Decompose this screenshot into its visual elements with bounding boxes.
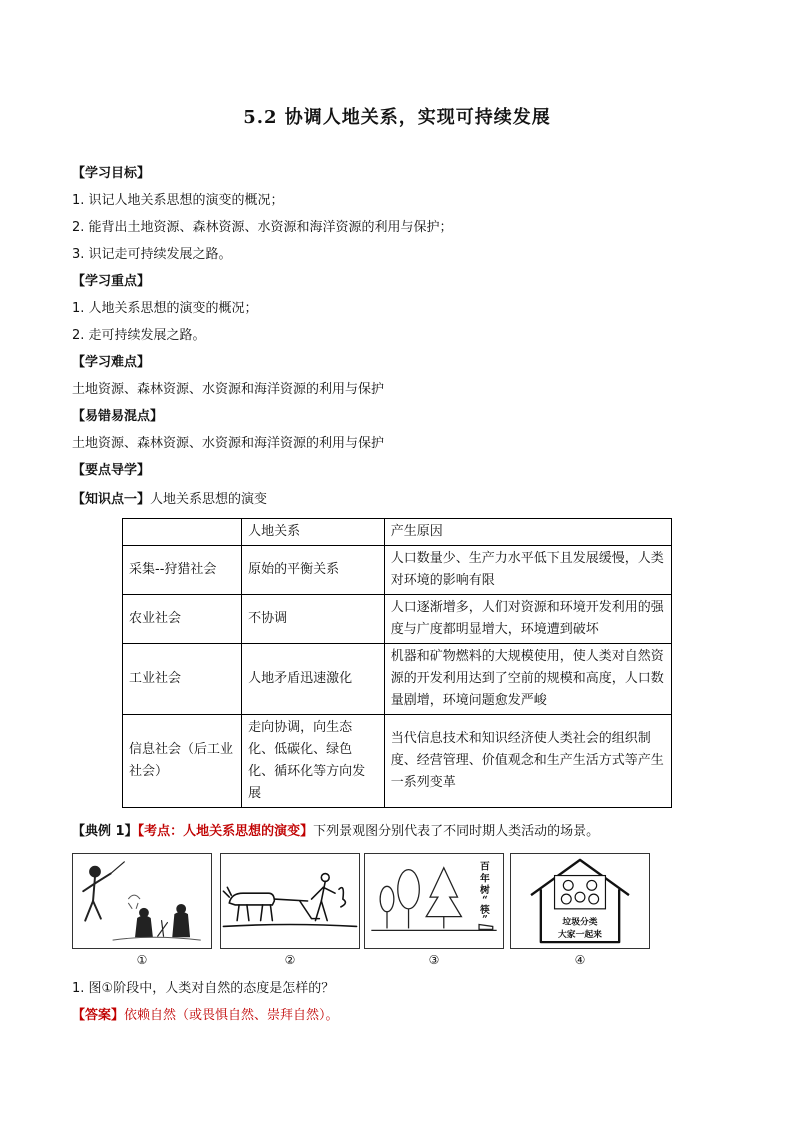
table-header-cell: 人地关系	[242, 519, 385, 546]
knowledge1-line	[72, 491, 267, 509]
table-header-cell	[123, 519, 242, 546]
pic3-char: “	[482, 894, 488, 906]
knowledge1-title: 人地关系思想的演变	[150, 492, 268, 507]
table-header-row	[123, 519, 672, 546]
table-cell: 当代信息技术和知识经济使人类社会的组织制度、经营管理、价值观念和生产生活方式等产生一系列变革	[384, 715, 671, 808]
example-label: 【典例 1】	[72, 824, 138, 839]
recycling-house-icon	[511, 854, 649, 948]
picture-label-4: ④	[574, 953, 586, 967]
key-points-heading: 【学习重点】	[72, 274, 151, 289]
goal-item-3: 3. 识记走可持续发展之路。	[72, 247, 232, 262]
table-cell: 走向协调，向生态化、低碳化、绿色化、循环化等方向发展	[242, 715, 385, 808]
pic3-char: 百	[480, 861, 490, 873]
key-point-item-1: 1. 人地关系思想的演变的概况；	[72, 301, 258, 316]
pic3-char: 筷	[480, 904, 490, 916]
goal-item-1: 1. 识记人地关系思想的演变的概况；	[72, 193, 284, 208]
pic4-caption-1: 垃圾分类	[562, 917, 598, 928]
plowing-scene-icon	[221, 854, 359, 948]
knowledge1-heading: 【知识点一】	[72, 492, 151, 507]
key-point-item-2: 2. 走可持续发展之路。	[72, 328, 206, 343]
answer-text: 依赖自然（或畏惧自然、崇拜自然）。	[124, 1008, 339, 1023]
table-row	[123, 546, 672, 595]
pic3-char: ”	[482, 914, 488, 926]
table-cell: 农业社会	[123, 595, 242, 644]
question-1: 1. 图①阶段中，人类对自然的态度是怎样的？	[72, 981, 335, 996]
example-line	[72, 823, 599, 841]
example-text: 下列景观图分别代表了不同时期人类活动的场景。	[313, 824, 600, 839]
table-row	[123, 644, 672, 715]
picture-label-3: ③	[428, 953, 440, 967]
table-cell: 信息社会（后工业社会）	[123, 715, 242, 808]
difficulties-heading: 【学习难点】	[72, 355, 151, 370]
goal-item-2: 2. 能背出土地资源、森林资源、水资源和海洋资源的利用与保护；	[72, 220, 453, 235]
table-cell: 原始的平衡关系	[242, 546, 385, 595]
table-row	[123, 595, 672, 644]
table-cell: 采集--狩猎社会	[123, 546, 242, 595]
picture-label-2: ②	[284, 953, 296, 967]
confusions-text: 土地资源、森林资源、水资源和海洋资源的利用与保护	[72, 436, 385, 451]
answer-1-line	[72, 1007, 339, 1025]
scene-picture-trees	[364, 853, 504, 949]
pic3-char: 年	[480, 873, 490, 885]
confusions-heading: 【易错易混点】	[72, 409, 164, 424]
guide-heading: 【要点导学】	[72, 463, 151, 478]
goals-heading: 【学习目标】	[72, 166, 151, 181]
table-cell: 机器和矿物燃料的大规模使用，使人类对自然资源的开发利用达到了空前的规模和高度，人口数量剧增，环境问题愈发严峻	[384, 644, 671, 715]
page-title: 5.2 协调人地关系，实现可持续发展	[243, 107, 551, 128]
scene-picture-farming	[220, 853, 360, 949]
tree-scene-icon	[365, 854, 503, 948]
table-cell: 不协调	[242, 595, 385, 644]
table-row	[123, 715, 672, 808]
scene-picture-recycling	[510, 853, 650, 949]
picture-label-1: ①	[136, 953, 148, 967]
table-cell: 工业社会	[123, 644, 242, 715]
scene-pictures	[72, 853, 652, 973]
hunting-scene-icon	[73, 854, 211, 948]
example-tag: 【考点：人地关系思想的演变】	[137, 824, 314, 839]
table-cell: 人地矛盾迅速激化	[242, 644, 385, 715]
answer-label: 【答案】	[72, 1008, 125, 1023]
table-cell: 人口逐渐增多，人们对资源和环境开发利用的强度与广度都明显增大，环境遭到破坏	[384, 595, 671, 644]
table-cell: 人口数量少、生产力水平低下且发展缓慢，人类对环境的影响有限	[384, 546, 671, 595]
scene-picture-hunting	[72, 853, 212, 949]
pic3-char: 树	[480, 885, 490, 897]
table-header-cell: 产生原因	[384, 519, 671, 546]
difficulties-text: 土地资源、森林资源、水资源和海洋资源的利用与保护	[72, 382, 385, 397]
pic4-caption-2: 大家一起来	[558, 930, 602, 941]
evolution-table	[122, 518, 672, 808]
